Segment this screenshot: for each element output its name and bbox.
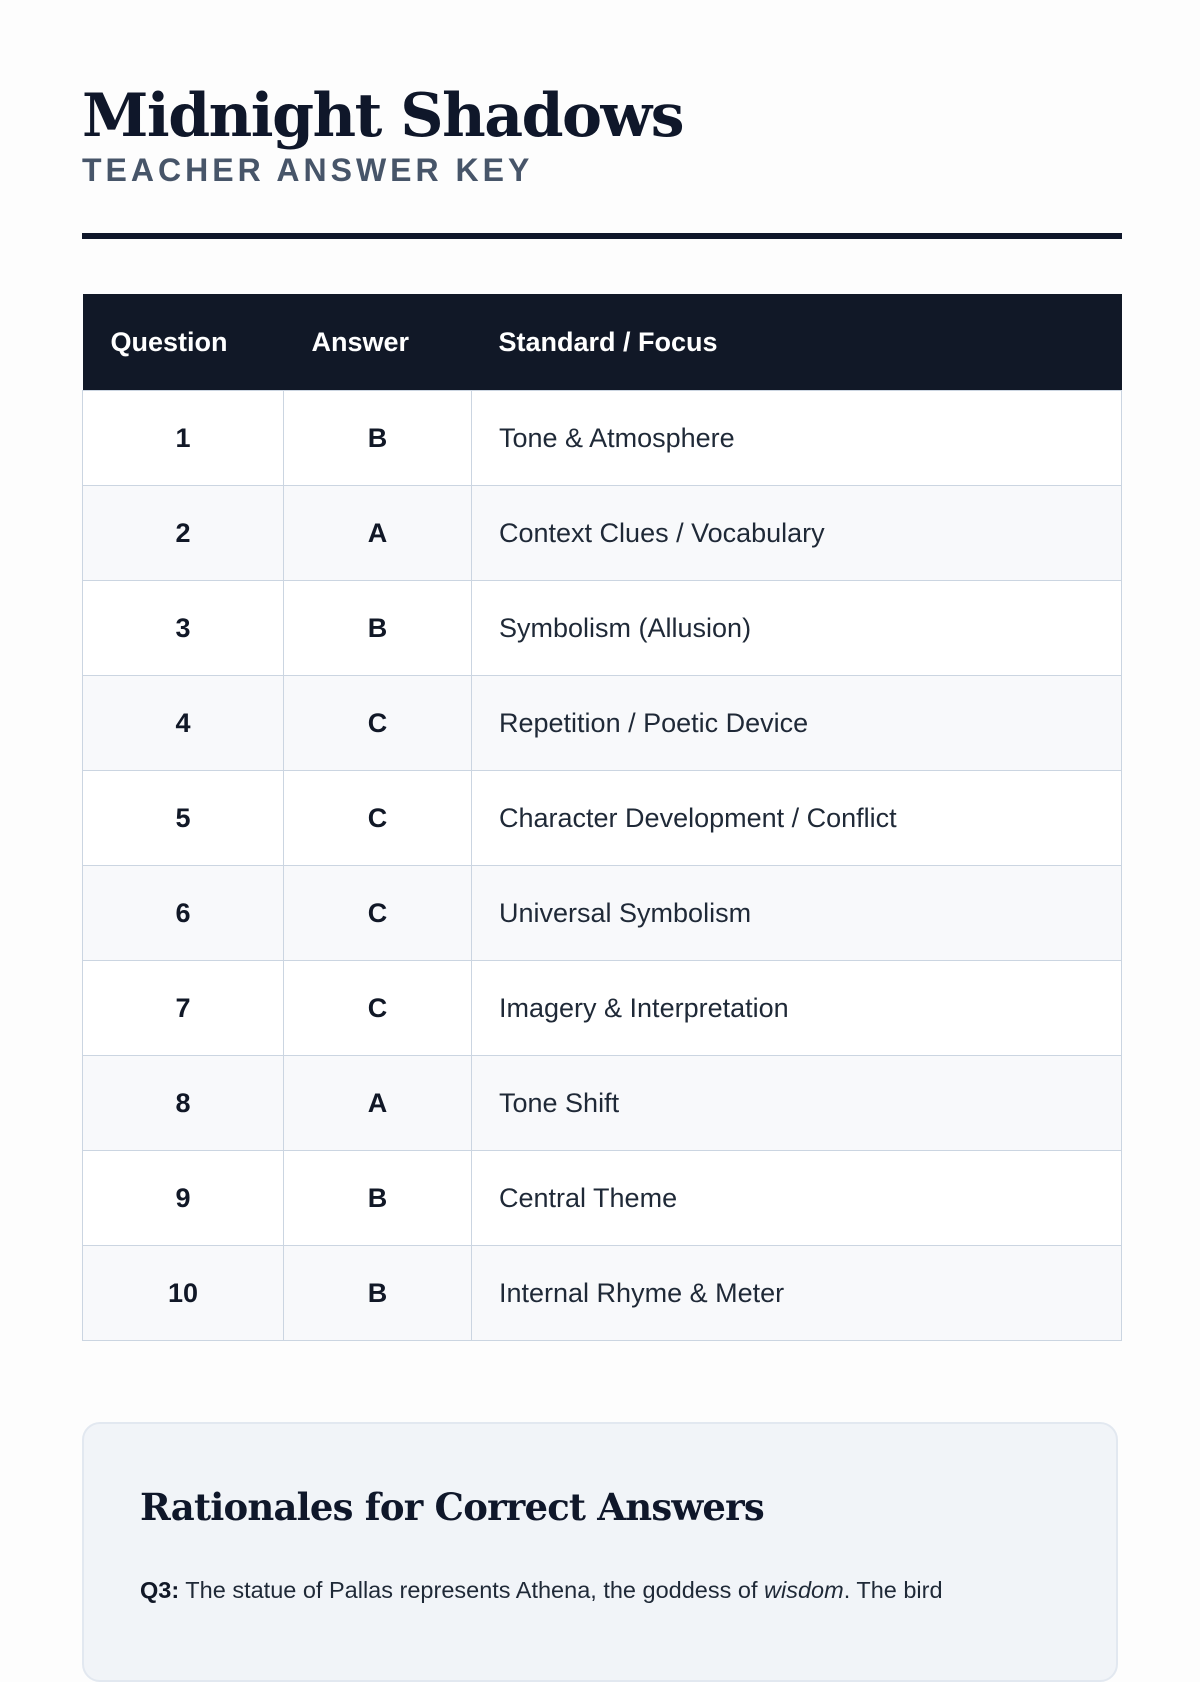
table-row [83,961,1122,1056]
standard-cell: Repetition / Poetic Device [472,676,1122,771]
answer-key-table [82,294,1122,1341]
question-number-cell: 1 [83,391,284,486]
page-title: Midnight Shadows [82,81,683,151]
title-divider [82,233,1122,239]
question-number-cell: 7 [83,961,284,1056]
table-row [83,676,1122,771]
question-number-cell: 5 [83,771,284,866]
answer-cell: B [284,1246,472,1341]
rationales-panel [82,1422,1118,1682]
answer-cell: B [284,391,472,486]
answer-cell: C [284,866,472,961]
question-number-cell: 9 [83,1151,284,1246]
question-number-cell: 10 [83,1246,284,1341]
question-number-cell: 2 [83,486,284,581]
standard-cell: Tone Shift [472,1056,1122,1151]
question-number-cell: 4 [83,676,284,771]
standard-cell: Central Theme [472,1151,1122,1246]
standard-cell: Context Clues / Vocabulary [472,486,1122,581]
question-number-cell: 3 [83,581,284,676]
answer-cell: C [284,771,472,866]
table-header-row [83,294,1122,391]
column-header-answer: Answer [284,294,472,391]
table-row [83,866,1122,961]
answer-cell: A [284,486,472,581]
rationale-item [140,1574,1080,1606]
page-subtitle: TEACHER ANSWER KEY [82,152,534,188]
question-number-cell: 8 [83,1056,284,1151]
answer-cell: C [284,676,472,771]
rationale-text: The statue of Pallas represents Athena, the goddess of [179,1577,765,1603]
rationale-text-continued: . The bird [843,1577,943,1603]
column-header-standard: Standard / Focus [472,294,1122,391]
standard-cell: Symbolism (Allusion) [472,581,1122,676]
rationales-heading: Rationales for Correct Answers [140,1485,764,1529]
column-header-question: Question [83,294,284,391]
answer-cell: B [284,1151,472,1246]
table-row [83,1151,1122,1246]
standard-cell: Tone & Atmosphere [472,391,1122,486]
rationale-emphasis: wisdom [764,1577,844,1603]
answer-cell: B [284,581,472,676]
answer-cell: A [284,1056,472,1151]
table-row [83,486,1122,581]
standard-cell: Character Development / Conflict [472,771,1122,866]
standard-cell: Imagery & Interpretation [472,961,1122,1056]
answer-cell: C [284,961,472,1056]
rationale-question-label: Q3: [140,1577,180,1603]
table-row [83,581,1122,676]
table-row [83,771,1122,866]
standard-cell: Internal Rhyme & Meter [472,1246,1122,1341]
table-row [83,391,1122,486]
table-row [83,1056,1122,1151]
table-row [83,1246,1122,1341]
standard-cell: Universal Symbolism [472,866,1122,961]
question-number-cell: 6 [83,866,284,961]
